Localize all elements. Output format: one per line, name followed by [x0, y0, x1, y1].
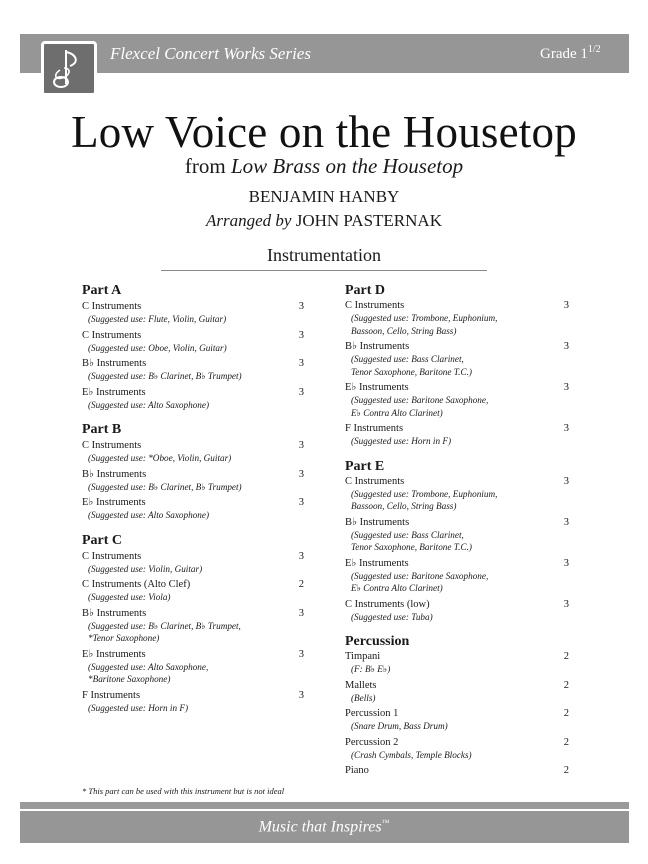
page-title: Low Voice on the Housetop: [71, 107, 577, 157]
part-count: 2: [563, 765, 569, 776]
suggested-use-line: (Suggested use: B♭ Clarinet, B♭ Trumpet,: [88, 620, 241, 631]
instrument-row: [82, 648, 304, 661]
part-count: 2: [563, 679, 569, 691]
suggested-use-line: (Suggested use: Bass Clarinet,: [351, 354, 464, 364]
suggested-use-line: *Baritone Saxophone): [88, 674, 171, 684]
part-count: 3: [298, 648, 304, 660]
part-count: 3: [298, 386, 304, 398]
instrument-row: [82, 607, 304, 620]
instrument-row: [82, 468, 304, 481]
suggested-use: [345, 312, 569, 337]
part-heading: Part B: [82, 422, 122, 437]
part-count: 3: [298, 329, 304, 341]
instrument-row: [345, 707, 569, 720]
tagline-trademark: ™: [381, 818, 390, 827]
suggested-use: [82, 702, 304, 715]
instrument-name: B♭ Instruments: [82, 607, 147, 619]
part-count: 3: [563, 423, 569, 434]
instrument-name: B♭ Instruments: [82, 358, 147, 369]
part-section: [82, 422, 304, 522]
suggested-use: [345, 394, 569, 419]
grade-level: [540, 44, 601, 63]
suggested-use: [345, 353, 569, 378]
instrument-row: [345, 679, 569, 692]
instrumentation-left-column: [82, 283, 304, 725]
instrument-name: C Instruments (Alto Clef): [82, 579, 191, 590]
part-count: 2: [298, 579, 304, 590]
music-clef-logo-icon: [41, 41, 97, 96]
part-count: 3: [298, 440, 304, 451]
suggested-use: [345, 611, 569, 624]
suggested-use-line: (Bells): [351, 692, 376, 703]
instrument-name: C Instruments: [82, 301, 142, 312]
part-heading: Part C: [82, 532, 123, 548]
instrument-row: [345, 736, 569, 749]
part-heading: Part A: [82, 283, 122, 298]
instrument-name: F Instruments: [82, 689, 141, 701]
part-heading: Part D: [345, 283, 386, 298]
tagline: [0, 818, 648, 836]
suggested-use: [82, 452, 304, 465]
instrument-row: [345, 764, 569, 777]
suggested-use: [82, 620, 304, 645]
instrument-name: C Instruments (low): [345, 598, 430, 610]
suggested-use-line: (Suggested use: *Oboe, Violin, Guitar): [88, 453, 232, 463]
part-count: 3: [298, 607, 304, 619]
part-section: [345, 634, 569, 777]
part-heading: Part E: [345, 458, 385, 474]
part-count: 3: [298, 497, 304, 508]
suggested-use-line: (F: B♭ E♭): [351, 664, 391, 674]
suggested-use-line: (Suggested use: Bass Clarinet,: [351, 529, 464, 540]
grade-label: Grade 1: [540, 46, 588, 62]
suggested-use-line: (Crash Cymbals, Temple Blocks): [351, 749, 472, 760]
part-count: 3: [298, 358, 304, 369]
suggested-use-line: (Suggested use: Trombone, Euphonium,: [351, 313, 498, 323]
part-count: 2: [563, 708, 569, 719]
part-count: 3: [298, 468, 304, 480]
suggested-use-line: (Suggested use: Baritone Saxophone,: [351, 570, 489, 581]
suggested-use: [82, 591, 304, 604]
suggested-use: [345, 720, 569, 733]
suggested-use-line: (Snare Drum, Bass Drum): [351, 721, 448, 731]
suggested-use: [82, 481, 304, 494]
suggested-use-line: *Tenor Saxophone): [88, 633, 160, 643]
part-count: 2: [563, 651, 569, 662]
part-count: 3: [563, 382, 569, 393]
suggested-use-line: (Suggested use: Alto Saxophone): [88, 510, 210, 520]
instrument-row: [82, 496, 304, 509]
instrument-name: C Instruments: [82, 440, 142, 451]
instrument-name: E♭ Instruments: [345, 382, 409, 393]
part-count: 3: [563, 516, 569, 528]
instrument-row: [82, 300, 304, 313]
instrument-row: [345, 598, 569, 611]
suggested-use-line: (Suggested use: Alto Saxophone): [88, 399, 210, 410]
instrument-row: [345, 422, 569, 435]
suggested-use: [345, 692, 569, 705]
instrument-name: B♭ Instruments: [345, 341, 410, 352]
instrumentation-heading: Instrumentation: [267, 245, 381, 265]
suggested-use-line: Tenor Saxophone, Baritone T.C.): [351, 366, 472, 377]
suggested-use: [82, 509, 304, 522]
suggested-use-line: (Suggested use: Viola): [88, 592, 171, 602]
instrument-row: [345, 516, 569, 529]
instrument-row: [82, 357, 304, 370]
suggested-use: [82, 661, 304, 686]
suggested-use-line: (Suggested use: Trombone, Euphonium,: [351, 488, 498, 499]
subtitle: [0, 154, 648, 179]
suggested-use: [82, 342, 304, 355]
instrument-row: [82, 439, 304, 452]
arranger: [0, 211, 648, 231]
suggested-use-line: Bassoon, Cello, String Bass): [351, 501, 457, 511]
suggested-use: [82, 399, 304, 412]
suggested-use-line: (Suggested use: Horn in F): [351, 436, 452, 446]
instrument-name: F Instruments: [345, 423, 404, 434]
suggested-use: [345, 749, 569, 762]
part-section: [345, 459, 569, 624]
suggested-use: [345, 663, 569, 676]
series-name: Flexcel Concert Works Series: [110, 44, 311, 63]
suggested-use-line: (Suggested use: Flute, Violin, Guitar): [88, 314, 227, 324]
suggested-use-line: (Suggested use: B♭ Clarinet, B♭ Trumpet): [88, 371, 242, 381]
part-count: 3: [563, 475, 569, 487]
part-count: 3: [563, 341, 569, 352]
part-count: 3: [563, 557, 569, 569]
instrument-name: Piano: [345, 765, 369, 776]
subtitle-from: from: [184, 154, 231, 178]
instrument-row: [82, 578, 304, 591]
suggested-use-line: (Suggested use: Baritone Saxophone,: [351, 395, 489, 405]
footnote: * This part can be used with this instrument but is not ideal: [82, 786, 285, 796]
instrument-name: C Instruments: [345, 475, 405, 487]
instrument-row: [345, 475, 569, 488]
instrument-name: Mallets: [345, 679, 377, 691]
instrument-row: [82, 689, 304, 702]
instrument-name: C Instruments: [82, 550, 142, 562]
instrument-name: Timpani: [345, 651, 381, 662]
part-section: [345, 283, 569, 448]
instrument-name: E♭ Instruments: [82, 648, 146, 660]
suggested-use-line: (Suggested use: B♭ Clarinet, B♭ Trumpet): [88, 481, 242, 492]
suggested-use-line: E♭ Contra Alto Clarinet): [351, 583, 443, 593]
arranger-name: JOHN PASTERNAK: [295, 211, 442, 230]
part-count: 3: [563, 300, 569, 311]
instrument-name: B♭ Instruments: [82, 468, 147, 480]
instrument-name: E♭ Instruments: [82, 386, 146, 398]
part-count: 3: [298, 689, 304, 701]
part-section: [82, 283, 304, 411]
suggested-use-line: (Suggested use: Tuba): [351, 611, 433, 622]
footer-divider: [20, 802, 629, 809]
instrument-row: [82, 550, 304, 563]
suggested-use-line: E♭ Contra Alto Clarinet): [351, 407, 443, 418]
suggested-use: [82, 313, 304, 326]
instrument-row: [345, 340, 569, 353]
suggested-use-line: (Suggested use: Oboe, Violin, Guitar): [88, 342, 227, 353]
part-heading: Percussion: [345, 634, 410, 649]
instrument-name: C Instruments: [345, 300, 405, 311]
suggested-use: [345, 529, 569, 554]
part-count: 3: [563, 598, 569, 610]
suggested-use-line: (Suggested use: Horn in F): [88, 702, 189, 713]
suggested-use-line: Bassoon, Cello, String Bass): [351, 325, 457, 336]
suggested-use: [82, 370, 304, 383]
part-count: 3: [298, 550, 304, 562]
suggested-use: [345, 570, 569, 595]
part-count: 3: [298, 301, 304, 312]
heading-divider: [161, 270, 487, 271]
part-count: 2: [563, 736, 569, 748]
composer: BENJAMIN HANBY: [248, 187, 400, 206]
instrument-name: C Instruments: [82, 329, 142, 341]
instrument-row: [345, 650, 569, 663]
tagline-text: Music that Inspires: [258, 818, 382, 836]
instrument-name: B♭ Instruments: [345, 516, 410, 528]
instrument-name: E♭ Instruments: [345, 557, 409, 569]
instrument-name: Percussion 1: [345, 708, 399, 719]
suggested-use: [345, 435, 569, 448]
instrument-row: [345, 557, 569, 570]
arranger-prefix: Arranged by: [206, 211, 296, 230]
instrument-row: [345, 299, 569, 312]
instrument-name: Percussion 2: [345, 736, 399, 748]
instrument-row: [345, 381, 569, 394]
instrument-row: [82, 386, 304, 399]
suggested-use-line: (Suggested use: Violin, Guitar): [88, 563, 203, 574]
instrumentation-right-column: [345, 283, 569, 788]
suggested-use-line: (Suggested use: Alto Saxophone,: [88, 661, 209, 672]
suggested-use: [82, 563, 304, 576]
instrument-name: E♭ Instruments: [82, 497, 146, 508]
suggested-use-line: Tenor Saxophone, Baritone T.C.): [351, 542, 472, 552]
suggested-use: [345, 488, 569, 513]
subtitle-work: Low Brass on the Housetop: [230, 154, 464, 178]
instrument-row: [82, 329, 304, 342]
grade-fraction: 1/2: [587, 44, 601, 55]
part-section: [82, 533, 304, 715]
